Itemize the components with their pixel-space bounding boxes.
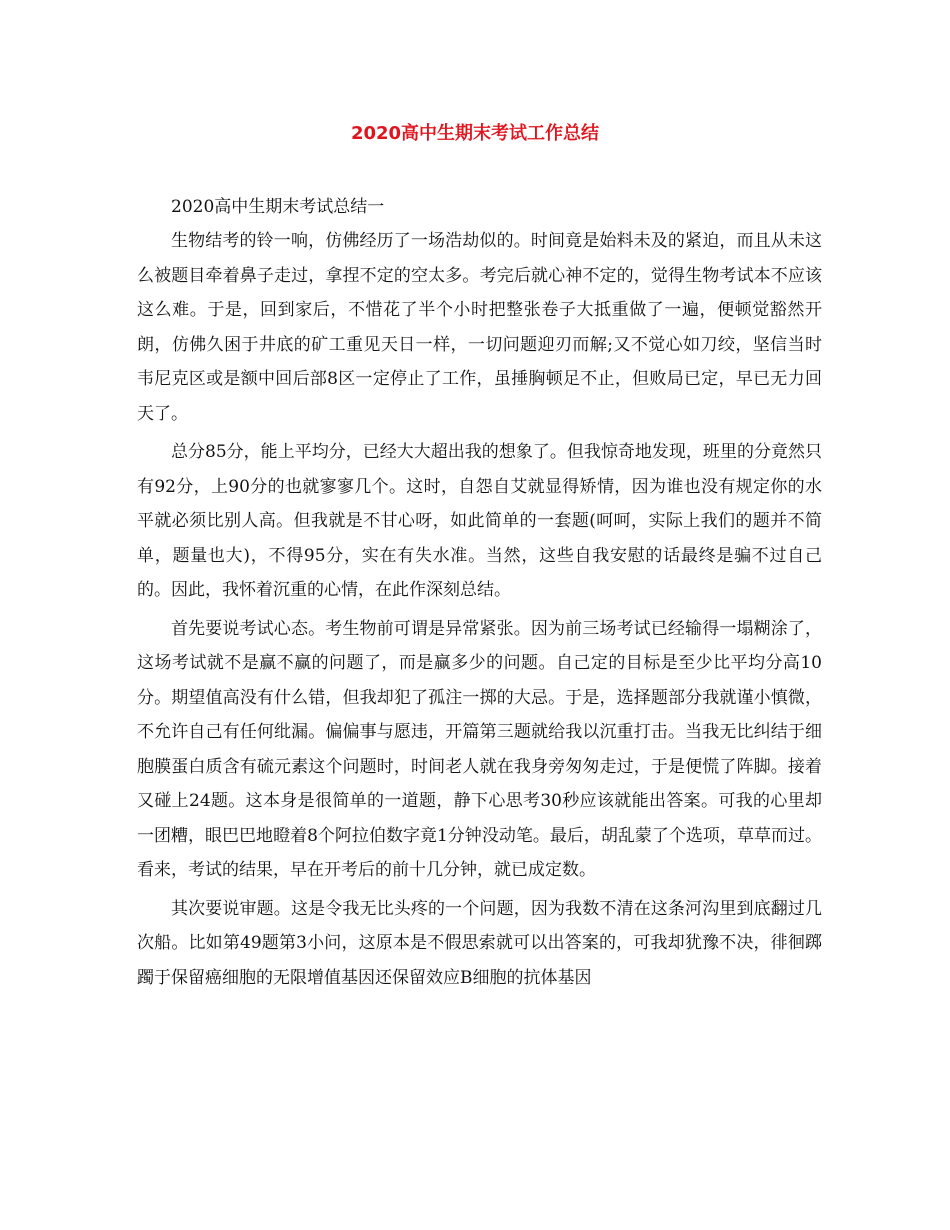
- paragraph: 首先要说考试心态。考生物前可谓是异常紧张。因为前三场考试已经输得一塌糊涂了，这场考试就不是赢不赢的问题了，而是赢多少的问题。自己定的目标是至少比平均分高10分。期望值高没有什么错，但我却犯了孤注一掷的大忌。于是，选择题部分我就谨小慎微，不允许自己有任何纰漏。偏偏事与愿违，开篇第三题就给我以沉重打击。当我无比纠结于细胞膜蛋白质含有硫元素这个问题时，时间老人就在我身旁匆匆走过，于是便慌了阵脚。接着又碰上24题。这本身是很简单的一道题，静下心思考30秒应该就能出答案。可我的心里却一团糟，眼巴巴地瞪着8个阿拉伯数字竟1分钟没动笔。最后，胡乱蒙了个选项，草草而过。看来，考试的结果，早在开考后的前十几分钟，就已成定数。: [137, 618, 822, 880]
- section-subheading: 2020高中生期末考试总结一: [171, 197, 385, 217]
- paragraph: 其次要说审题。这是令我无比头疼的一个问题，因为我数不清在这条河沟里到底翻过几次船。比如第49题第3小问，这原本是不假思索就可以出答案的，可我却犹豫不决，徘徊踯躅于保留癌细胞的无限增值基因还保留效应B细胞的抗体基因: [137, 898, 822, 988]
- paragraph: 生物结考的铃一响，仿佛经历了一场浩劫似的。时间竟是始料未及的紧迫，而且从未这么被题目牵着鼻子走过，拿捏不定的空太多。考完后就心神不定的，觉得生物考试本不应该这么难。于是，回到家后，不惜花了半个小时把整张卷子大抵重做了一遍，便顿觉豁然开朗，仿佛久困于井底的矿工重见天日一样，一切问题迎刃而解;又不觉心如刀绞，坚信当时韦尼克区或是额中回后部8区一定停止了工作，虽捶胸顿足不止，但败局已定，早已无力回天了。: [137, 231, 822, 424]
- document-body: [137, 190, 822, 999]
- document-title: 2020高中生期末考试工作总结: [350, 123, 600, 144]
- paragraph: 总分85分，能上平均分，已经大大超出我的想象了。但我惊奇地发现，班里的分竟然只有92分，上90分的也就寥寥几个。这时，自怨自艾就显得矫情，因为谁也没有规定你的水平就必须比别人高。但我就是不甘心呀，如此简单的一套题(呵呵，实际上我们的题并不简单，题量也大)，不得95分，实在有失水准。当然，这些自我安慰的话最终是骗不过自己的。因此，我怀着沉重的心情，在此作深刻总结。: [137, 442, 822, 600]
